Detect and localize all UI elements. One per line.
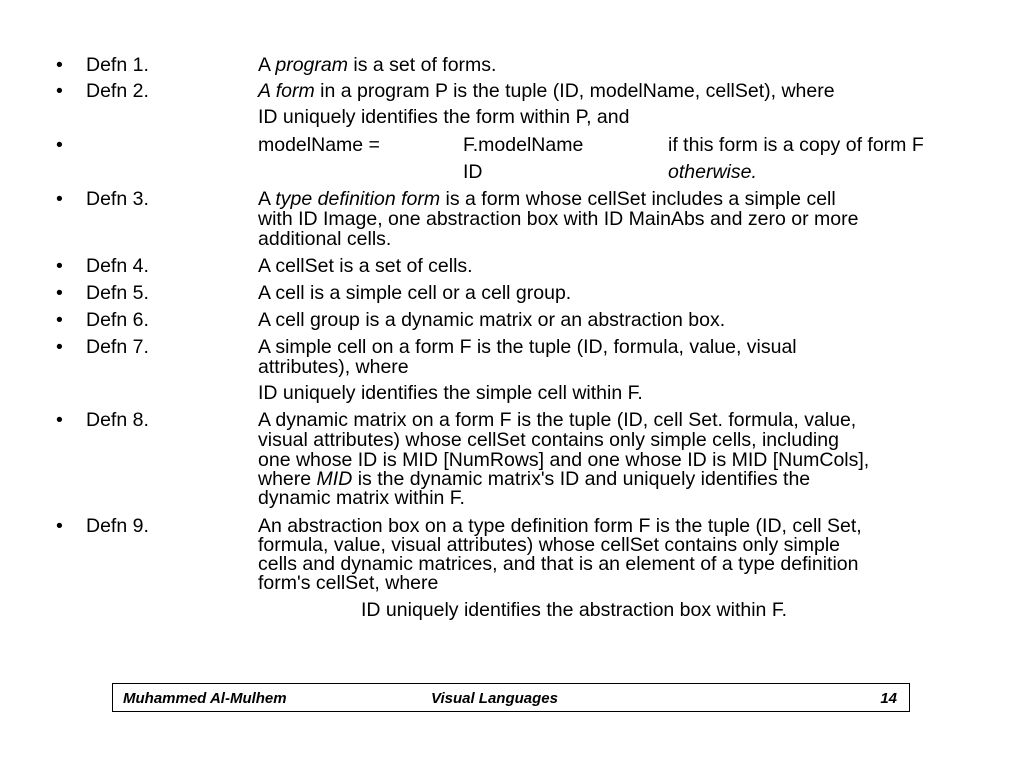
defn-9-line-4: form's cellSet, where <box>258 572 439 594</box>
defn-1-term: Defn 1. <box>86 54 149 76</box>
defn-3-line-3: additional cells. <box>258 228 392 250</box>
modelname-value-2: ID <box>463 161 483 183</box>
defn-8-line-3: one whose ID is MID [NumRows] and one whose ID is MID [NumCols], <box>258 449 870 471</box>
defn-6-text: A cell group is a dynamic matrix or an abstraction box. <box>258 309 726 331</box>
defn-2-text: A form in a program P is the tuple (ID, modelName, cellSet), where <box>258 80 835 102</box>
defn-3-line-1: A type definition form is a form whose cellSet includes a simple cell <box>258 188 836 210</box>
bullet-marker: • <box>56 134 63 156</box>
defn-5-text: A cell is a simple cell or a cell group. <box>258 282 572 304</box>
bullet-marker: • <box>56 188 63 210</box>
defn-9-line-1: An abstraction box on a type definition form F is the tuple (ID, cell Set, <box>258 515 862 537</box>
defn-2-term: Defn 2. <box>86 80 149 102</box>
bullet-marker: • <box>56 515 63 537</box>
bullet-marker: • <box>56 54 63 76</box>
bullet-marker: • <box>56 409 63 431</box>
modelname-condition-2: otherwise. <box>668 161 757 183</box>
bullet-marker: • <box>56 309 63 331</box>
defn-9-line-3: cells and dynamic matrices, and that is an element of a type definition <box>258 553 859 575</box>
bullet-marker: • <box>56 282 63 304</box>
defn-8-line-5: dynamic matrix within F. <box>258 487 465 509</box>
defn-2-continuation: ID uniquely identifies the form within P, and <box>258 106 630 128</box>
defn-7-line-2: attributes), where <box>258 356 409 378</box>
footer-author: Muhammed Al-Mulhem <box>123 690 287 707</box>
bullet-marker: • <box>56 336 63 358</box>
modelname-condition-1: if this form is a copy of form F <box>668 134 924 156</box>
defn-8-line-1: A dynamic matrix on a form F is the tuple (ID, cell Set. formula, value, <box>258 409 857 431</box>
modelname-value-1: F.modelName <box>463 134 584 156</box>
bullet-marker: • <box>56 255 63 277</box>
modelname-label: modelName = <box>258 134 380 156</box>
footer-course-title: Visual Languages <box>431 690 558 707</box>
defn-1-text: A program is a set of forms. <box>258 54 497 76</box>
defn-4-term: Defn 4. <box>86 255 149 277</box>
footer-page-number: 14 <box>880 690 897 707</box>
defn-7-line-1: A simple cell on a form F is the tuple (ID, formula, value, visual <box>258 336 797 358</box>
bullet-marker: • <box>56 80 63 102</box>
defn-6-term: Defn 6. <box>86 309 149 331</box>
defn-3-line-2: with ID Image, one abstraction box with ID MainAbs and zero or more <box>258 208 859 230</box>
defn-7-continuation: ID uniquely identifies the simple cell within F. <box>258 382 643 404</box>
defn-8-term: Defn 8. <box>86 409 149 431</box>
defn-9-continuation: ID uniquely identifies the abstraction box within F. <box>361 599 787 621</box>
defn-4-text: A cellSet is a set of cells. <box>258 255 473 277</box>
defn-5-term: Defn 5. <box>86 282 149 304</box>
defn-3-term: Defn 3. <box>86 188 149 210</box>
defn-8-line-2: visual attributes) whose cellSet contains only simple cells, including <box>258 429 839 451</box>
defn-9-line-2: formula, value, visual attributes) whose cellSet contains only simple <box>258 534 841 556</box>
defn-7-term: Defn 7. <box>86 336 149 358</box>
slide-footer <box>112 683 910 712</box>
defn-9-term: Defn 9. <box>86 515 149 537</box>
defn-8-line-4: where MID is the dynamic matrix's ID and uniquely identifies the <box>258 468 811 490</box>
